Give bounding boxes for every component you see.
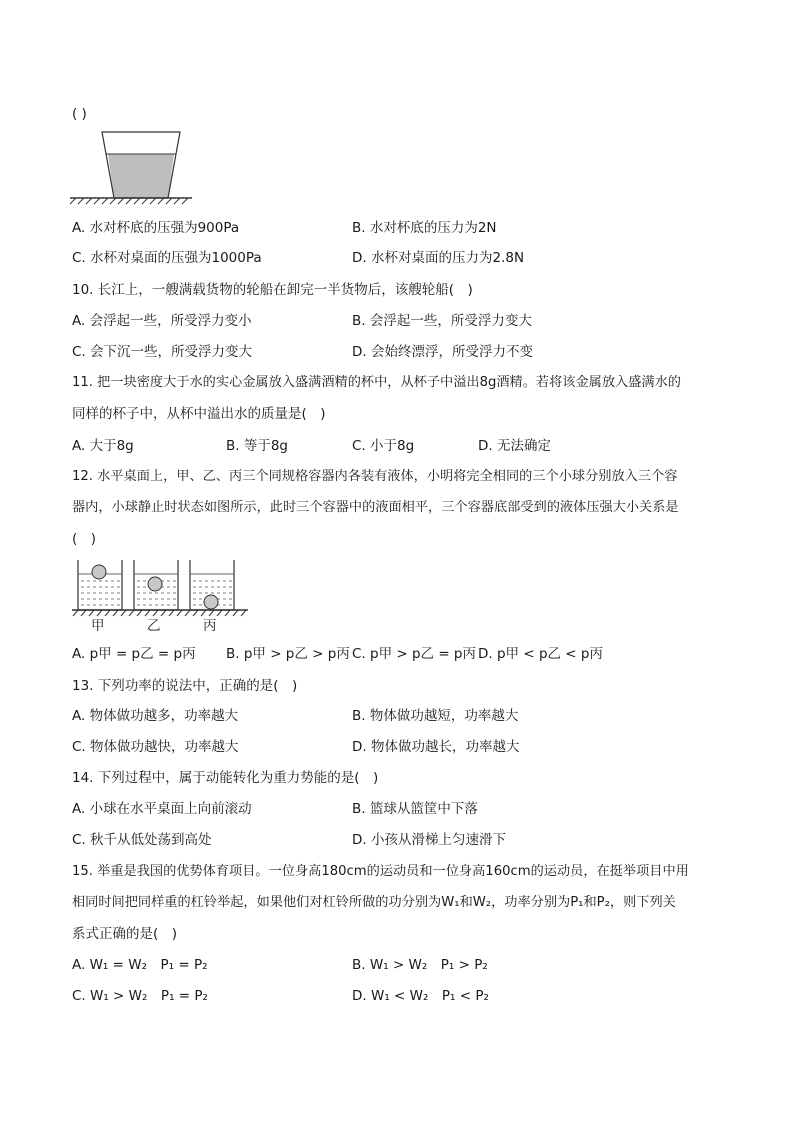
q12-stem-line-3: ( ) bbox=[72, 531, 97, 547]
q9-option-c: C. 水杯对桌面的压强为1000Pa bbox=[72, 250, 262, 266]
q10-option-a: A. 会浮起一些，所受浮力变小 bbox=[72, 313, 252, 329]
ball-yi bbox=[148, 577, 162, 591]
q12-stem-line-1: 12. 水平桌面上，甲、乙、丙三个同规格容器内各装有液体，小明将完全相同的三个小球分别放入三个容 bbox=[72, 469, 678, 484]
q12-option-b: B. p甲 > p乙 > p丙 bbox=[226, 646, 350, 662]
q9-option-a: A. 水对杯底的压强为900Pa bbox=[72, 220, 240, 236]
cup-figure bbox=[70, 128, 192, 208]
q12-option-a: A. p甲 = p乙 = p丙 bbox=[72, 646, 196, 662]
q13-option-c: C. 物体做功越快，功率越大 bbox=[72, 739, 239, 755]
q11-stem-line-2: 同样的杯子中，从杯中溢出水的质量是( ) bbox=[72, 406, 326, 422]
q9-option-d: D. 水杯对桌面的压力为2.8N bbox=[352, 250, 525, 266]
q15-stem-line-3: 系式正确的是( ) bbox=[72, 926, 178, 942]
q14-option-d: D. 小孩从滑梯上匀速滑下 bbox=[352, 832, 506, 848]
ball-jia bbox=[92, 565, 106, 579]
q11-option-c: C. 小于8g bbox=[352, 438, 415, 454]
figure-label-yi: 乙 bbox=[147, 618, 161, 634]
q11-stem-line-1: 11. 把一块密度大于水的实心金属放入盛满酒精的杯中，从杯子中溢出8g酒精。若将该金属放入盛满水的 bbox=[72, 375, 681, 390]
q9-stem-tail: ( ) bbox=[72, 106, 87, 122]
q15-option-d: D. W₁ < W₂ P₁ < P₂ bbox=[352, 988, 489, 1004]
q14-option-c: C. 秋千从低处荡到高处 bbox=[72, 832, 212, 848]
three-containers-figure bbox=[72, 556, 248, 618]
ball-bing bbox=[204, 595, 218, 609]
q15-option-b: B. W₁ > W₂ P₁ > P₂ bbox=[352, 957, 488, 973]
q15-stem-line-1: 15. 举重是我国的优势体育项目。一位身高180cm的运动员和一位身高160cm的运动员，在挺举项目中用 bbox=[72, 864, 689, 879]
q12-stem-line-2: 器内，小球静止时状态如图所示，此时三个容器中的液面相平，三个容器底部受到的液体压强大小关系是 bbox=[72, 500, 679, 515]
q13-option-b: B. 物体做功越短，功率越大 bbox=[352, 708, 519, 724]
q15-stem-line-2: 相同时间把同样重的杠铃举起，如果他们对杠铃所做的功分别为W₁和W₂，功率分别为P₁和P₂，则下列关 bbox=[72, 895, 676, 910]
container-bing bbox=[190, 560, 234, 610]
q15-option-a: A. W₁ = W₂ P₁ = P₂ bbox=[72, 957, 208, 973]
q14-option-a: A. 小球在水平桌面上向前滚动 bbox=[72, 801, 252, 817]
q11-option-b: B. 等于8g bbox=[226, 438, 289, 454]
q10-option-b: B. 会浮起一些，所受浮力变大 bbox=[352, 313, 532, 329]
figure-label-jia: 甲 bbox=[91, 618, 105, 634]
q11-option-d: D. 无法确定 bbox=[478, 438, 551, 454]
q13-option-a: A. 物体做功越多，功率越大 bbox=[72, 708, 239, 724]
q12-option-d: D. p甲 < p乙 < p丙 bbox=[478, 646, 603, 662]
q13-option-d: D. 物体做功越长，功率越大 bbox=[352, 739, 520, 755]
container-jia bbox=[78, 560, 122, 610]
q14-stem: 14. 下列过程中，属于动能转化为重力势能的是( ) bbox=[72, 770, 379, 786]
q10-option-d: D. 会始终漂浮，所受浮力不变 bbox=[352, 344, 533, 360]
container-yi bbox=[134, 560, 178, 610]
figure-label-bing: 丙 bbox=[203, 618, 217, 634]
table-hatching bbox=[70, 198, 188, 204]
q12-option-c: C. p甲 > p乙 = p丙 bbox=[352, 646, 477, 662]
q9-option-b: B. 水对杯底的压力为2N bbox=[352, 220, 497, 236]
q11-option-a: A. 大于8g bbox=[72, 438, 134, 454]
q10-option-c: C. 会下沉一些，所受浮力变大 bbox=[72, 344, 253, 360]
q13-stem: 13. 下列功率的说法中，正确的是( ) bbox=[72, 678, 298, 694]
table-hatching bbox=[73, 610, 246, 616]
q15-option-c: C. W₁ > W₂ P₁ = P₂ bbox=[72, 988, 208, 1004]
q10-stem: 10. 长江上，一艘满载货物的轮船在卸完一半货物后，该艘轮船( ) bbox=[72, 282, 473, 298]
water-fill bbox=[108, 154, 174, 198]
q14-option-b: B. 篮球从篮筐中下落 bbox=[352, 801, 478, 817]
